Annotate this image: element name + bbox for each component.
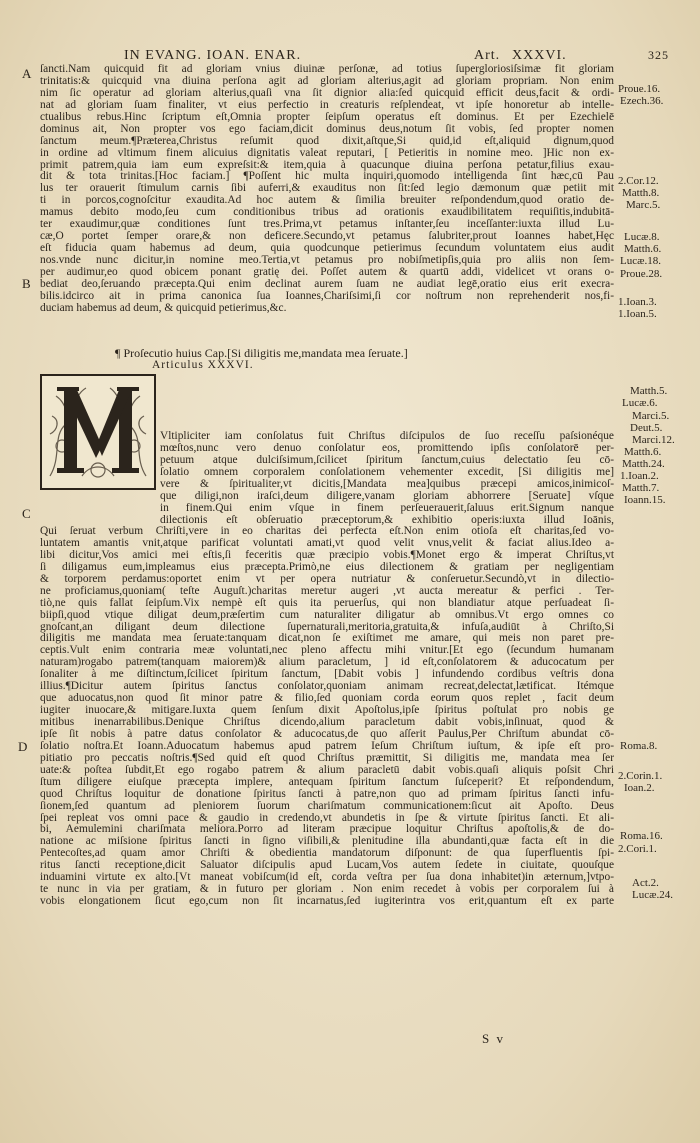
text-line: primit patrem,quia iam eum expreſsit:& item,quia à quacunque diuina perſona petatur,filius exau- xyxy=(40,159,614,171)
text-line: gnoſcant,an diligant deum dilectione ſupernaturali,meritoria,gratuita,& infuſa,audiūt à Chriſto,Si xyxy=(40,621,614,633)
text-line: Vltipliciter iam conſolatus fuit Chriſtus diſcipulos de ſuo receſſu paſsionéque xyxy=(160,431,614,442)
decorated-initial-m xyxy=(40,374,156,490)
margin-reference: Ioan.2. xyxy=(624,782,655,794)
text-line: naturam)rogabo patrem(tanquam maiorem)& alium paracletum, ] id eſt,conſolatorem & aducocatum per xyxy=(40,657,614,669)
text-line: diligitis me mandata mea ſeruate:tanquam dicat,non ſe exiſtimet me amare, qui meis non paret pre- xyxy=(40,633,614,645)
margin-reference: Lucæ.8. xyxy=(624,231,660,243)
margin-reference: Marci.5. xyxy=(632,410,670,422)
text-line: dit & tota trinitas.[Hoc faciam.] ¶Poſſent hic multa inquiri,quomodo intelligenda ſint hæc,cū Pau xyxy=(40,171,614,183)
text-line: trinitatis:& quicquid vna diuina perſona agit ad gloriam alterius,agit ad gloriam propriam. Non enim xyxy=(40,75,614,87)
text-line: tiò,ne quis fallat ſeipſum.Vix nempè eſt quis ita peruerſus, qui non blandiatur atque perſuadeat ſi- xyxy=(40,597,614,609)
text-line: biipſi,quod vtique diligat deum,præſertim cum naturaliter diligatur ab omnibus.Vt ergo omnes co xyxy=(40,609,614,621)
text-line: uate:& poſtea ſubdit,Et ego rogabo patrem & alium paracletū dabit vobis.quaſi aliquis poſsit Chri xyxy=(40,764,614,776)
text-line: Pentecoſtes,ad quam amor Chriſti & obedientia mandatorum diſponunt: de qua ſuperfluentis ſpi- xyxy=(40,848,614,860)
text-line: mitibus inenarrabilibus.Denique Chriſtus dicendo,alium paracletum dabit vobis,inſinuat, quod & xyxy=(40,717,614,728)
margin-reference: Matth.5. xyxy=(630,385,668,397)
margin-reference: Lucæ.24. xyxy=(632,889,673,901)
text-line: mœſtos,nunc vero denuo conſolatur eos, promittendo ipſis conſolatorē per- xyxy=(160,442,614,454)
text-line: ſonaliter à me diſtinctum,ſcilicet ſpiritum ſanctum, [Dabit vobis ] infundendo cordibus veſtris dona xyxy=(40,669,614,681)
text-line: nat ad gloriam ſuam finaliter, vt eius perfectio in creaturis reſplendeat, vt ipſe honoretur ab intelle- xyxy=(40,99,614,111)
margin-reference: Proue.28. xyxy=(620,268,663,280)
margin-reference: Lucæ.18. xyxy=(620,255,661,267)
signature-mark: S v xyxy=(482,1031,505,1046)
text-line: libi dicitur,Vos amici mei eſtis,ſi feceritis quæ præcipio vobis.¶Monet ergo & imperat Chriſtus,vt xyxy=(40,549,614,561)
running-header xyxy=(0,48,700,64)
text-line: quod Chriſtus loquitur de donatione ſpiritus ſancti à patre,non quo ad primam ſpiritus ſancti infu- xyxy=(40,788,614,800)
text-line: natione ac miſsione ſpiritus ſancti in ſigno viſibili,& plenitudine illa abundanti,quæ facta eſt in die xyxy=(40,836,614,848)
text-line: ſtum diligere eiuſque præcepta implere, antequam ſpiritum ſanctum ſuſceperit? Et reſpondendum, xyxy=(40,776,614,788)
margin-reference: Ioann.15. xyxy=(624,494,666,506)
margin-reference: 2.Cori.1. xyxy=(618,843,657,855)
text-line: in finem.Qui enim vſque in finem perſeuerauerit,ſaluus erit.Signum nanque xyxy=(160,502,614,514)
text-line: vere & ſpiritualiter,vt dicitis,[Mandata mea]quibus præcepi amicos,inimicoſ- xyxy=(160,478,614,490)
margin-letter-b: B xyxy=(22,276,31,291)
margin-reference: Matth.6. xyxy=(624,446,662,458)
margin-reference: Matth.7. xyxy=(622,482,660,494)
text-line: ſancti.Nam quicquid fit ad gloriam vnius diuinæ perſonæ, ad totius ſupergloriosiſsimæ fit gloriam xyxy=(40,64,614,75)
text-line: ſolatio omnem corporalem conſolationem vehementer excedit, [Si diligitis me] xyxy=(160,466,614,478)
margin-letter-a: A xyxy=(22,66,32,81)
text-line: ſpei repleat vos omni pace & gaudio in credendo,vt abundetis in ſpe & virtute ſpiritus ſancti. Et ali- xyxy=(40,812,614,824)
text-line: bilis.idcirco ait in prima canonica ſua Ioannes,Chariſsimi,ſi cor noſtrum non reprehenderit nos,fi- xyxy=(40,290,614,302)
text-line: dominus ait, Non propter vos ego faciam,dicit dominus deus,notum ſit vobis, ſed propter nomen xyxy=(40,123,614,135)
text-line: in ordine ad vltimum finem alicuius dignitatis valeat reputari, [ Petieritis in nomine meo. ]Hic non ex- xyxy=(40,147,614,159)
section-2-text xyxy=(160,431,614,527)
text-line: bediat deo,ſeruando præcepta.Qui enim declinat aurem ſuam ne audiat legē,oratio eius erit execra- xyxy=(40,278,614,290)
text-line: eſt fiducia quam habemus ad deum, quia quodcunque petierimus ſecundum voluntatem eius audit xyxy=(40,243,614,255)
text-line: pitiatio pro peccatis noſtris.¶Sed quid eſt quod Chriſtus præmittit, Si diligitis me, mandata mea ſer xyxy=(40,752,614,764)
text-line: que diligi,non iraſci,deum diligere,vanam gloriam abhorrere [Seruate] vſque xyxy=(160,490,614,502)
text-line: luntatem amantis vnit,atque parificat voluntati amati,vt quod velit vnus,velit & faciat alius.Ideo a- xyxy=(40,537,614,549)
margin-reference: Roma.16. xyxy=(620,830,663,842)
margin-reference: 1.Ioan.5. xyxy=(618,308,657,320)
page-number: 325 xyxy=(648,48,669,62)
margin-reference: Marc.5. xyxy=(626,199,661,211)
margin-reference: 1.Ioan.3. xyxy=(618,296,657,308)
text-line: bi, Aemulemini chariſmata meliora.Porro ad literam præcipue loquitur Chriſtus apoſtolis,& de do- xyxy=(40,824,614,836)
margin-reference: Ezech.36. xyxy=(620,95,664,107)
margin-reference: 2.Corin.1. xyxy=(618,770,663,782)
text-line: cæ,O portet ſemper orare,& non deficere.Secundo,vt petamus ſalubriter,prout Ioannes habet,Hęc xyxy=(40,231,614,243)
text-line: induamini virtute ex alto.[Vt maneat vobiſcum(id eſt, corda veſtra per ſua dona inhabitet)in æternum,]vtpo- xyxy=(40,872,614,884)
margin-reference: 2.Cor.12. xyxy=(618,175,659,187)
text-line: illius.¶Dicitur autem ſpiritus ſanctus conſolator,quoniam animam recreat,delectat,lætificat. Itémque xyxy=(40,681,614,693)
text-line: nos.vnde nunc dicitur,in nomine meo.Tertia,vt petamus pro nobiſmetipſis,quia pro aliis non ſem- xyxy=(40,255,614,266)
text-line: ctualibus rebus.Hinc ſcriptum eſt,Omnia propter ſeipſum operatus eſt dominus. Et per Ezechielē xyxy=(40,111,614,123)
text-line: iugiter inuocare,& mitigare.Iuxta quem ſenſum dixit Apoſtolus,ipſe ſpiritus poſtulat pro nobis ge xyxy=(40,705,614,717)
margin-reference: Matth.24. xyxy=(622,458,665,470)
margin-letter-c: C xyxy=(22,506,31,521)
margin-reference: Matth.8. xyxy=(622,187,660,199)
section-heading: ¶ Proſecutio huius Cap.[Si diligitis me,mandata mea ſeruate.] xyxy=(115,346,408,360)
text-line: & torporem perdamus:oportet enim vt per opera nutriatur & conſeruetur.Secundò,vt in dilectio- xyxy=(40,573,614,585)
margin-reference: Act.2. xyxy=(632,877,659,889)
text-line: ter exaudimur,quæ conditiones ſunt tres.Prima,vt petamus inſtanter,ſeu inceſſanter:iuxta illud Lu- xyxy=(40,219,614,231)
text-line: ſolatio noſtra.Et Ioann.Aduocatum habemus apud patrem Ieſum Chriſtum iuſtum, & ipſe eſt pro- xyxy=(40,740,614,752)
margin-reference: Marci.12. xyxy=(632,434,675,446)
section-1-text xyxy=(40,64,614,315)
margin-reference: Matth.6. xyxy=(624,243,662,255)
text-line: lus ter orauerit ſtimulum carnis ſibi auferri,& exauditus non ſit:ſed legio dæmonum quæ petiit mit xyxy=(40,183,614,195)
ornamental-initial-icon xyxy=(42,376,154,488)
text-line: ne proficiamus,quoniam( teſte Auguſt.)charitas meretur augeri ,vt aucta mereatur & perfici . Ter- xyxy=(40,585,614,597)
section-3-text xyxy=(40,526,614,908)
text-line: ſionem,ſed quantum ad pleniorem ſuorum chariſmatum communicationem:ſicut ait Apoſto. Deus xyxy=(40,800,614,812)
margin-letter-d: D xyxy=(18,739,28,754)
margin-reference: Lucæ.6. xyxy=(622,397,658,409)
text-line: nim ſic operatur ad gloriam alterius,quaſi vna ſit dignior alia:ſed quicquid efficit deus,facit & ordi- xyxy=(40,87,614,99)
article-label: Art. xyxy=(474,48,501,63)
article-number: XXXVI. xyxy=(512,48,567,63)
text-line: Qui ſeruat verbum Chriſti,vere in eo charitas dei perfecta eſt.Non enim otioſa eſt charitas,ſed vo- xyxy=(40,526,614,537)
text-line: per audimur,eo quod obicem ponant gratię dei. Poſſet autem & quartū addi, videlicet vt orans o- xyxy=(40,266,614,278)
text-line: ceptis.Vult enim contraria meæ voluntati,nec pleno affectu mihi vnitur.[Et ego (ſecundum humanam xyxy=(40,645,614,657)
text-line: duciam habemus ad deum, & quicquid petierimus,&c. xyxy=(40,302,287,314)
text-line: ſi diligamus eum,impleamus eius præcepta.Primò,ne eius dilectionem & gratiam per negligentiam xyxy=(40,561,614,573)
text-line: te nunc in via per gratiam, & in futuro per gloriam . Non enim recedet à vobis per corporalem ſui à xyxy=(40,884,614,896)
text-line: petuum atque dulciſsimum,ſcilicet ſpiritum ſanctum,cuius delectatio ſeu cō- xyxy=(160,454,614,466)
margin-reference: Deut.5. xyxy=(630,422,663,434)
margin-reference: Roma.8. xyxy=(620,740,658,752)
text-line: mamus debito modo,ſeu cum conditionibus tribus ad orationis exaudibilitatem requiſitis,indubitā- xyxy=(40,207,614,219)
text-line: ritus ſancti receptione,dicit Saluator diſcipulis apud Lucam,Vos autem ſedete in ciuitate, quouſque xyxy=(40,860,614,872)
text-line: ſanctum meum.¶Præterea,Christus reſumit quod dixit,aſtque,Si quid,id eſt,aliquid dignum,quod xyxy=(40,135,614,147)
text-line: ti in porcos,cognoſcitur exaudita.Ad hoc autem & ſimilia breuiter reſpondendum,quod oratio de- xyxy=(40,195,614,207)
margin-reference: 1.Ioan.2. xyxy=(620,470,659,482)
text-line: dilectionis eſt obſeruatio præceptorum,& exhibitio operis:iuxta illud Ioānis, xyxy=(160,514,614,526)
text-line: que aduocatus,non quod ſit minor patre & filio,ſed quoniam corda eorum quos replet , facit deum xyxy=(40,693,614,705)
running-title: IN EVANG. IOAN. ENAR. xyxy=(124,48,302,63)
article-subheading: Articulus XXXVI. xyxy=(152,359,254,371)
text-line: vobis elongationem ſicut ego,cum non ſit incarnatus,ſed iugiterintra vos erit,quantum eſt ex parte xyxy=(40,896,614,908)
text-line: ipſe ſit nobis à patre datus conſolator & aducocatus,de quo aſſerit Paulus,Per Chriſtum abundat cō- xyxy=(40,728,614,740)
margin-reference: Proue.16. xyxy=(618,83,661,95)
